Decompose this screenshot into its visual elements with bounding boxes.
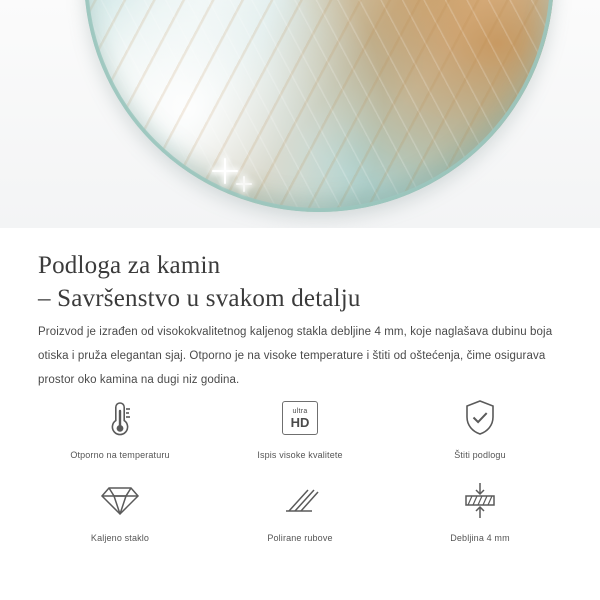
feature-item bbox=[30, 395, 210, 460]
diamond-icon bbox=[100, 478, 140, 524]
feature-item bbox=[390, 395, 570, 460]
page-title-line-1: Podloga za kamin bbox=[38, 251, 221, 279]
page-title bbox=[38, 249, 568, 315]
glass-plate-product-image bbox=[84, 0, 554, 212]
feature-label: Štiti podlogu bbox=[454, 450, 506, 460]
thickness-icon bbox=[460, 478, 500, 524]
feature-item bbox=[30, 478, 210, 543]
feature-label: Debljina 4 mm bbox=[450, 533, 510, 543]
ultra-hd-icon bbox=[282, 395, 318, 441]
feature-item bbox=[390, 478, 570, 543]
feature-grid bbox=[30, 395, 570, 543]
thermometer-icon bbox=[105, 395, 135, 441]
feature-item bbox=[210, 478, 390, 543]
feature-label: Otporno na temperaturu bbox=[70, 450, 170, 460]
badge-bottom-text: HD bbox=[290, 414, 310, 430]
feature-label: Ispis visoke kvalitete bbox=[257, 450, 343, 460]
badge-top-text: ultra bbox=[292, 407, 308, 415]
feature-label: Kaljeno staklo bbox=[90, 533, 150, 543]
page-title-line-2: – Savršenstvo u svakom detalju bbox=[38, 284, 361, 312]
feature-label: Polirane rubove bbox=[267, 533, 333, 543]
ultra-hd-badge bbox=[282, 401, 318, 435]
hero-image bbox=[0, 0, 600, 228]
product-description: Proizvod je izrađen od visokokvalitetnog kaljenog stakla debljine 4 mm, koje naglašava dubinu boja otiska i pruža elegantan sjaj. Otporno je na visoke temperature i štiti od oštećenja, čime osigurava prostor oko kamina na dugi niz godina. bbox=[38, 325, 553, 386]
shield-check-icon bbox=[463, 395, 497, 441]
feature-item bbox=[210, 395, 390, 460]
polished-edges-icon bbox=[281, 478, 319, 524]
